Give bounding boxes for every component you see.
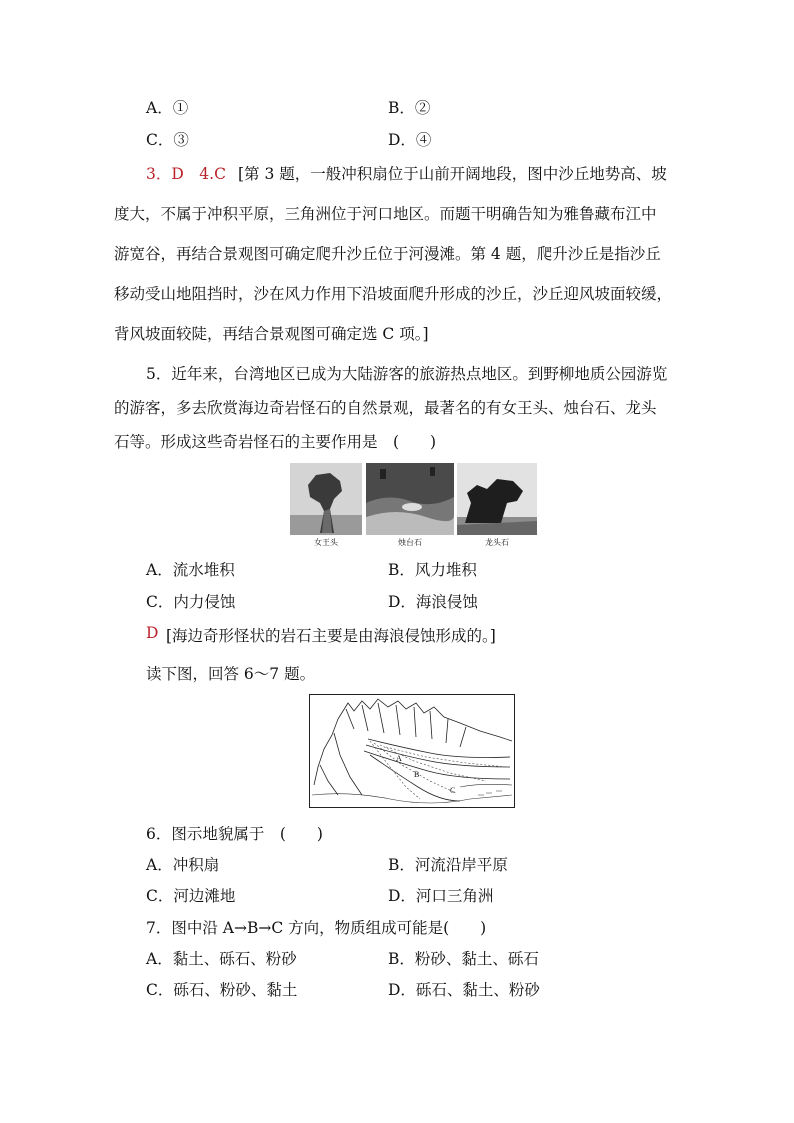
photo-caption-3: 龙头石	[485, 538, 509, 547]
q6-option-d: D．河口三角洲	[388, 887, 494, 905]
diagram-label-a: A	[396, 754, 402, 763]
q5-option-d: D．海浪侵蚀	[388, 593, 478, 611]
q7-option-d: D．砾石、黏土、粉砂	[388, 981, 540, 999]
answer-3-4-line-4: 移动受山地阻挡时，沙在风力作用下沿坡面爬升形成的沙丘，沙丘迎风坡面较缓，	[114, 285, 673, 303]
answer-3-4-line-5: 背风坡面较陡，再结合景观图可确定选 C 项。]	[114, 325, 429, 343]
q2-option-b: B．②	[388, 99, 431, 117]
q5-option-b: B．风力堆积	[388, 561, 477, 579]
answer-3-4-line-3: 游宽谷，再结合景观图可确定爬升沙丘位于河漫滩。第 4 题，爬升沙丘是指沙丘	[114, 245, 661, 263]
q7-option-b: B．粉砂、黏土、砾石	[388, 950, 539, 968]
q2-option-d: D．④	[388, 131, 432, 149]
q2-option-c: C．③	[146, 131, 189, 149]
landform-diagram	[309, 694, 515, 808]
q6-option-c: C．河边滩地	[146, 887, 236, 905]
q6-option-b: B．河流沿岸平原	[388, 856, 508, 874]
diagram-label-c: C	[450, 786, 456, 795]
dragon-head-rock-photo	[457, 463, 537, 535]
answer-3-4-line-1: [第 3 题，一般冲积扇位于山前开阔地段，图中沙丘地势高、坡	[238, 165, 667, 183]
q5-option-c: C．内力侵蚀	[146, 593, 236, 611]
photo-caption-1: 女王头	[314, 538, 338, 547]
q7-option-c: C．砾石、粉砂、黏土	[146, 981, 298, 999]
queen-head-photo	[290, 463, 362, 535]
q6-option-a: A．冲积扇	[146, 856, 220, 874]
q5-answer-label: D	[146, 624, 159, 642]
answer-3-4-label: 3．D 4.C	[146, 165, 226, 183]
rock-photos	[290, 463, 537, 549]
q6-stem: 6．图示地貌属于 ( )	[146, 825, 323, 843]
q2-option-a: A．①	[146, 99, 189, 117]
q5-stem-line-2: 的游客，多去欣赏海边奇岩怪石的自然景观，最著名的有女王头、烛台石、龙头	[114, 399, 657, 417]
diagram-label-b: B	[414, 770, 420, 779]
answer-3-4-line-2: 度大，不属于冲积平原，三角洲位于河口地区。而题干明确告知为雅鲁藏布江中	[114, 205, 657, 223]
candlestick-rock-photo	[366, 463, 454, 535]
q5-stem-line-3: 石等。形成这些奇岩怪石的主要作用是 ( )	[114, 433, 437, 451]
photo-caption-2: 烛台石	[398, 538, 422, 547]
q5-stem-line-1: 5．近年来，台湾地区已成为大陆游客的旅游热点地区。到野柳地质公园游览	[146, 365, 668, 383]
read-figure-instruction: 读下图，回答 6～7 题。	[146, 665, 316, 683]
q7-stem: 7．图中沿 A→B→C 方向，物质组成可能是( )	[146, 919, 487, 937]
q7-option-a: A．黏土、砾石、粉砂	[146, 950, 297, 968]
q5-answer-text: [海边奇形怪状的岩石主要是由海浪侵蚀形成的。]	[166, 627, 496, 645]
q5-option-a: A．流水堆积	[146, 561, 235, 579]
